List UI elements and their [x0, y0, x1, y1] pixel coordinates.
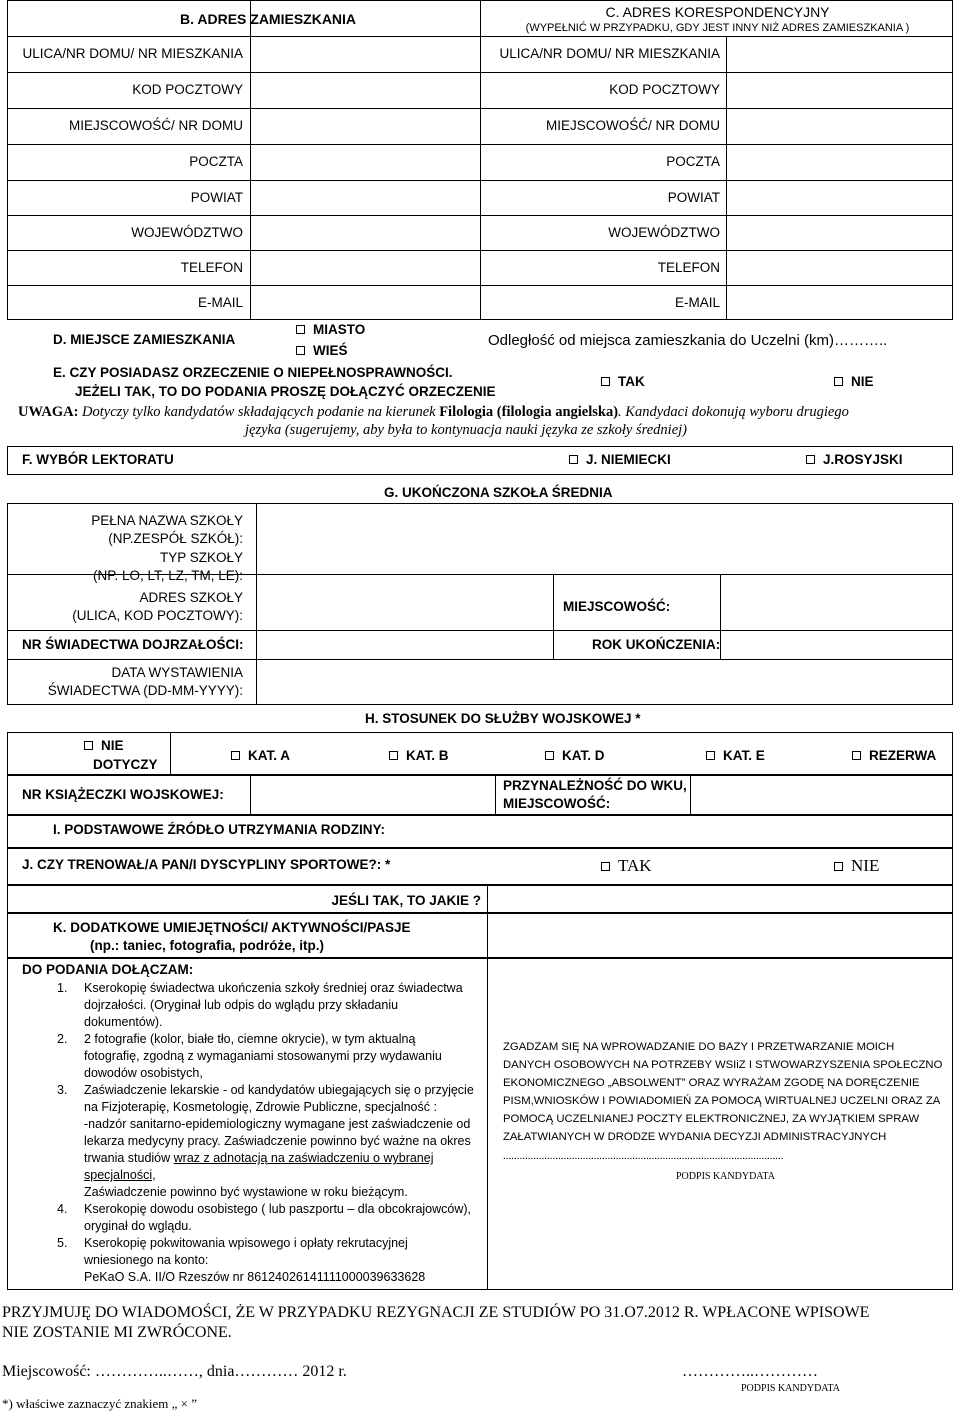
school-name-hint: (NP.ZESPÓŁ SZKÓŁ): — [108, 531, 243, 546]
uwaga-text1: Dotyczy tylko kandydatów składających podanie na kierunek — [78, 404, 440, 420]
skills-input[interactable] — [488, 914, 952, 957]
item-line: wniesionego na konto: — [84, 1253, 209, 1267]
correspondence-field-label: TELEFON — [657, 260, 720, 275]
sport-which-label: JEŚLI TAK, TO JAKIE ? — [331, 893, 481, 908]
item-number: 4. — [57, 1202, 68, 1216]
checkbox-icon — [706, 751, 715, 760]
item-line: Kserokopię pokwitowania wpisowego i opłaty rekrutacyjnej — [84, 1236, 408, 1250]
school-city-label: MIEJSCOWOŚĆ: — [563, 599, 671, 614]
section-e-line2: JEŻELI TAK, TO DO PODANIA PROSZĘ DOŁĄCZYĆ ORZECZENIE — [75, 384, 496, 399]
signature-label: PODPIS KANDYDATA — [741, 1383, 840, 1394]
item-line: oryginał do wglądu. — [84, 1219, 192, 1233]
uwaga-note — [18, 404, 849, 421]
section-k-title: K. DODATKOWE UMIEJĘTNOŚCI/ AKTYWNOŚCI/PASJE — [53, 920, 411, 935]
option-e-nie[interactable]: NIE — [834, 374, 874, 389]
item-line — [84, 1150, 482, 1167]
correspondence-field-label: KOD POCZTOWY — [609, 82, 720, 97]
checkbox-icon — [296, 346, 305, 355]
option-j-tak[interactable]: TAK — [601, 856, 652, 876]
section-e-line1: E. CZY POSIADASZ ORZECZENIE O NIEPEŁNOSPRAWNOŚCI. — [53, 365, 453, 380]
item-line: Zaświadczenie powinno być wystawione w roku bieżącym. — [84, 1185, 408, 1199]
item-line: -nadzór sanitarno-epidemiologiczny wymagane jest zaświadczenie od — [84, 1117, 471, 1131]
correspondence-field-input[interactable] — [727, 181, 952, 214]
wku-input[interactable] — [691, 776, 952, 814]
issue-date-hint: ŚWIADECTWA (DD-MM-YYYY): — [47, 683, 243, 698]
item-line: PeKaO S.A. II/O Rzeszów nr 86124026141111000039633628 — [84, 1270, 426, 1284]
item-line: Kserokopię świadectwa ukończenia szkoły średniej oraz świadectwa — [84, 981, 463, 995]
school-type-label: TYP SZKOŁY — [159, 550, 243, 565]
address-field-input[interactable] — [251, 73, 479, 107]
correspondence-field-input[interactable] — [727, 73, 952, 107]
attachments-title: DO PODANIA DOŁĄCZAM: — [22, 962, 194, 977]
item-line: dojrzałości. (Oryginał lub odpis do wglądu przy składaniu — [84, 998, 399, 1012]
option-rezerwa[interactable]: REZERWA — [852, 748, 936, 763]
consent-signature-line[interactable]: ...................................................................................................... — [503, 1150, 784, 1162]
option-rosyjski[interactable]: J.ROSYJSKI — [806, 452, 903, 467]
section-d-title: D. MIEJSCE ZAMIESZKANIA — [53, 332, 236, 347]
address-field-input[interactable] — [251, 251, 479, 284]
checkbox-icon — [806, 455, 815, 464]
address-field-label: POCZTA — [189, 154, 243, 169]
item-text: trwania studiów — [84, 1151, 174, 1165]
correspondence-field-label: POWIAT — [667, 190, 720, 205]
military-book-input[interactable] — [251, 776, 494, 814]
issue-date-label: DATA WYSTAWIENIA — [111, 665, 243, 680]
sport-which-input[interactable] — [488, 886, 952, 912]
correspondence-field-input[interactable] — [727, 216, 952, 249]
section-g-title: G. UKOŃCZONA SZKOŁA ŚREDNIA — [384, 485, 613, 500]
consent-text — [503, 1038, 951, 1146]
correspondence-field-input[interactable] — [727, 37, 952, 71]
section-h-title: H. STOSUNEK DO SŁUŻBY WOJSKOWEJ * — [365, 711, 641, 726]
option-j-nie[interactable]: NIE — [834, 856, 879, 876]
certificate-number-label: NR ŚWIADECTWA DOJRZAŁOŚCI: — [22, 637, 244, 652]
correspondence-field-input[interactable] — [727, 286, 952, 319]
school-name-input[interactable] — [257, 504, 952, 539]
consent-line: ZAŁATWIANYCH W DRODZE WYDANIA DECYZJI ADMINISTRACYJNYCH — [503, 1131, 887, 1143]
correspondence-field-input[interactable] — [727, 109, 952, 143]
graduation-year-input[interactable] — [721, 631, 952, 659]
option-kat-d[interactable]: KAT. D — [545, 748, 605, 763]
checkbox-icon — [389, 751, 398, 760]
attachment-item-3 — [22, 1082, 482, 1201]
option-nie-dotyczy-label: DOTYCZY — [93, 757, 158, 772]
footnote: *) właściwe zaznaczyć znakiem „ × ” — [2, 1396, 197, 1411]
option-wies[interactable]: WIEŚ — [296, 343, 348, 358]
consent-line: ZGADZAM SIĘ NA WPROWADZANIE DO BAZY I PRZETWARZANIE MOICH — [503, 1041, 895, 1053]
item-line: na Fizjoterapię, Kosmetologię, Zdrowie Publiczne, specjalność : — [84, 1100, 437, 1114]
section-b-title: B. ADRES ZAMIESZKANIA — [180, 11, 357, 27]
consent-signature-label: PODPIS KANDYDATA — [676, 1171, 775, 1182]
address-field-label: POWIAT — [190, 190, 243, 205]
section-c-subtitle: (WYPEŁNIĆ W PRZYPADKU, GDY JEST INNY NIŻ ADRES ZAMIESZKANIA ) — [525, 22, 910, 34]
item-line: 2 fotografie (kolor, białe tło, ciemne okrycie), w tym aktualną — [84, 1032, 416, 1046]
item-line: dowodów osobistych, — [84, 1066, 203, 1080]
option-nie-dotyczy[interactable]: NIE — [84, 738, 124, 753]
option-kat-a[interactable]: KAT. A — [231, 748, 290, 763]
checkbox-icon — [84, 741, 93, 750]
consent-line: EKONOMICZNEGO „ABSOLWENT” ORAZ WYRAŻAM ZGODĘ NA DORĘCZENIE — [503, 1077, 920, 1089]
address-field-label: TELEFON — [180, 260, 243, 275]
attachment-item-2 — [22, 1031, 482, 1082]
consent-line: DANYCH OSOBOWYCH NA POTRZEBY WSIiZ I STWOWARZYSZENIA SPOŁECZNO — [503, 1059, 943, 1071]
attachments-list — [22, 980, 482, 1286]
place-date-field[interactable]: Miejscowość: …………..……, dnia………… 2012 r. — [2, 1363, 347, 1380]
correspondence-field-label: WOJEWÓDZTWO — [608, 225, 720, 240]
withdrawal-notice-2: NIE ZOSTANIE MI ZWRÓCONE. — [2, 1324, 232, 1341]
correspondence-field-input[interactable] — [727, 251, 952, 284]
school-name-label: PEŁNA NAZWA SZKOŁY — [91, 513, 243, 528]
option-e-tak[interactable]: TAK — [601, 374, 645, 389]
item-line — [84, 1167, 482, 1184]
item-text-underlined: specjalności, — [84, 1168, 156, 1182]
consent-line: PISM,WNIOSKÓW I POWIADOMIEŃ ZA POMOCĄ WIRTUALNEJ UCZELNI ORAZ ZA — [503, 1095, 941, 1107]
consent-line: POMOCĄ UCZELNIANEJ POCZTY ELEKTRONICZNEJ, ZA WYJĄTKIEM SPRAW — [503, 1113, 920, 1125]
address-field-input[interactable] — [251, 181, 479, 214]
section-f-title: F. WYBÓR LEKTORATU — [22, 452, 174, 467]
item-number: 1. — [57, 981, 68, 995]
address-field-label: ULICA/NR DOMU/ NR MIESZKANIA — [22, 46, 243, 61]
graduation-year-label: ROK UKOŃCZENIA: — [592, 637, 721, 652]
attachment-item-4 — [22, 1201, 482, 1235]
uwaga-line2: języka (sugerujemy, aby była to kontynuacja nauki języka ze szkoły średniej) — [245, 422, 687, 438]
correspondence-field-input[interactable] — [727, 145, 952, 179]
section-i-title: I. PODSTAWOWE ŹRÓDŁO UTRZYMANIA RODZINY: — [53, 822, 385, 837]
uwaga-text3: . Kandydaci dokonują wyboru drugiego — [618, 404, 849, 420]
school-city-input[interactable] — [721, 575, 952, 630]
checkbox-icon — [601, 377, 610, 386]
checkbox-icon — [545, 751, 554, 760]
uwaga-label: UWAGA: — [18, 404, 79, 420]
distance-field[interactable]: Odległość od miejsca zamieszkania do Uczelni (km)……….. — [488, 332, 888, 349]
correspondence-field-label: ULICA/NR DOMU/ NR MIESZKANIA — [499, 46, 720, 61]
wku-label-2: MIEJSCOWOŚĆ: — [503, 796, 611, 811]
address-field-input[interactable] — [251, 216, 479, 249]
address-field-label: WOJEWÓDZTWO — [131, 225, 243, 240]
option-kat-e[interactable]: KAT. E — [706, 748, 765, 763]
item-line: Zaświadczenie lekarskie - od kandydatów ubiegających się o przyjęcie — [84, 1083, 474, 1097]
correspondence-field-label: MIEJSCOWOŚĆ/ NR DOMU — [546, 118, 720, 133]
section-j-title: J. CZY TRENOWAŁ/A PAN/I DYSCYPLINY SPORTOWE?: * — [22, 857, 391, 872]
option-miasto[interactable]: MIASTO — [296, 322, 365, 337]
checkbox-icon — [569, 455, 578, 464]
school-address-hint: (ULICA, KOD POCZTOWY): — [72, 608, 243, 623]
withdrawal-notice: PRZYJMUJĘ DO WIADOMOŚCI, ŻE W PRZYPADKU REZYGNACJI ZE STUDIÓW PO 31.O7.2012 R. WPŁACONE WPISOWE — [2, 1304, 870, 1321]
wku-label: PRZYNALEŻNOŚĆ DO WKU, — [503, 778, 687, 793]
school-address-label: ADRES SZKOŁY — [139, 590, 243, 605]
attachment-item-5 — [22, 1235, 482, 1286]
school-type-input[interactable] — [257, 540, 952, 574]
item-line: dokumentów). — [84, 1015, 163, 1029]
address-field-input[interactable] — [251, 286, 479, 319]
address-field-label: KOD POCZTOWY — [132, 82, 243, 97]
item-text-underlined: wraz z adnotacją na zaświadczeniu o wybranej — [173, 1151, 434, 1165]
address-field-input[interactable] — [251, 145, 479, 179]
section-c-title: C. ADRES KORESPONDENCYJNY — [605, 4, 830, 20]
attachment-item-1 — [22, 980, 482, 1031]
checkbox-icon — [834, 862, 843, 871]
address-field-input[interactable] — [251, 109, 479, 143]
checkbox-icon — [852, 751, 861, 760]
item-line: fotografię, zgodną z wymaganiami stosowanymi przy wydawaniu — [84, 1049, 442, 1063]
address-field-label: E-MAIL — [197, 295, 243, 310]
checkbox-icon — [296, 325, 305, 334]
correspondence-field-label: E-MAIL — [674, 295, 720, 310]
address-field-input[interactable] — [251, 37, 479, 71]
section-k-subtitle: (np.: taniec, fotografia, podróże, itp.) — [90, 938, 324, 953]
item-line: lekarza medycyny pracy. Zaświadczenie powinno być ważne na okres — [84, 1134, 471, 1148]
address-field-label: MIEJSCOWOŚĆ/ NR DOMU — [69, 118, 243, 133]
item-number: 5. — [57, 1236, 68, 1250]
checkbox-icon — [231, 751, 240, 760]
item-number: 3. — [57, 1083, 68, 1097]
option-kat-b[interactable]: KAT. B — [389, 748, 449, 763]
uwaga-text2: Filologia (filologia angielska) — [439, 404, 619, 420]
checkbox-icon — [601, 862, 610, 871]
checkbox-icon — [834, 377, 843, 386]
item-number: 2. — [57, 1032, 68, 1046]
option-niemiecki[interactable]: J. NIEMIECKI — [569, 452, 671, 467]
military-book-label: NR KSIĄŻECZKI WOJSKOWEJ: — [22, 787, 224, 802]
school-type-hint: (NP. LO, LT, LZ, TM, LE): — [92, 568, 243, 583]
signature-dots[interactable]: …………..………… — [682, 1363, 818, 1380]
correspondence-field-label: POCZTA — [666, 154, 720, 169]
item-line: Kserokopię dowodu osobistego ( lub paszportu – dla obcokrajowców), — [84, 1202, 472, 1216]
